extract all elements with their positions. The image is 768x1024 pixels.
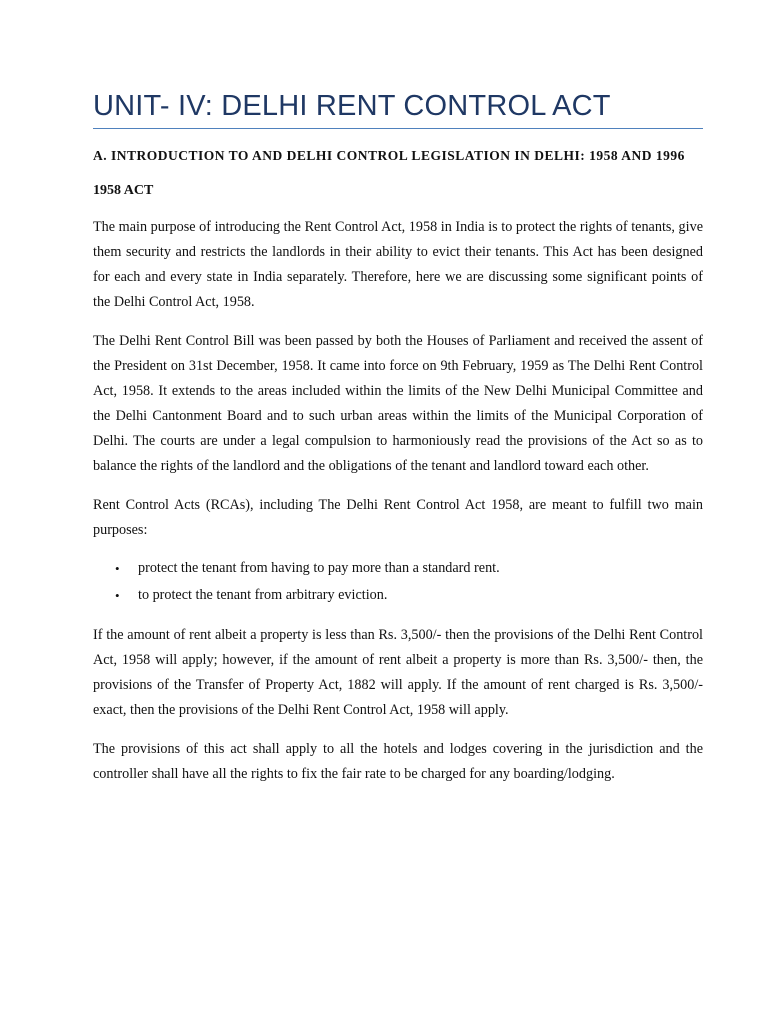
paragraph-history: The Delhi Rent Control Bill was been passed by both the Houses of Parliament and received the assent of the President on 31st December, 1958. It came into force on 9th February, 1959 as The Delhi Rent Control Act, 1958. It extends to the areas included within the limits of the New Delhi Municipal Committee and the Delhi Cantonment Board and to such urban areas within the limits of the Municipal Corporation of Delhi. The courts are under a legal compulsion to harmoniously read the provisions of the Act so as to balance the rights of the landlord and the obligations of the tenant and landlord toward each other. [93, 333, 703, 474]
sub-heading: 1958 ACT [93, 183, 154, 198]
paragraph-hotels-lodges: The provisions of this act shall apply to all the hotels and lodges covering in the jurisdiction and the controller shall have all the rights to fix the fair rate to be charged for any boarding/lodging. [93, 741, 703, 782]
document-page [93, 0, 703, 787]
paragraph-rca-purposes: Rent Control Acts (RCAs), including The Delhi Rent Control Act 1958, are meant to fulfill two main purposes: [93, 497, 703, 538]
purposes-list [93, 555, 703, 609]
paragraph-rent-threshold: If the amount of rent albeit a property is less than Rs. 3,500/- then the provisions of the Delhi Rent Control Act, 1958 will apply; however, if the amount of rent albeit a property is more than Rs. 3,500/- then, the provisions of the Transfer of Property Act, 1882 will apply. If the amount of rent charged is Rs. 3,500/- exact, then the provisions of the Delhi Rent Control Act, 1958 will apply. [93, 627, 703, 718]
list-item-text: to protect the tenant from arbitrary eviction. [138, 587, 388, 603]
page-title: UNIT- IV: DELHI RENT CONTROL ACT [93, 90, 611, 122]
paragraph-purpose: The main purpose of introducing the Rent Control Act, 1958 in India is to protect the rights of tenants, give them security and restricts the landlords in their ability to evict their tenants. This Act has been designed for each and every state in India separately. Therefore, here we are discussing some significant points of the Delhi Control Act, 1958. [93, 219, 703, 310]
list-item [93, 582, 703, 609]
bullet-icon: • [115, 561, 120, 576]
list-item-text: protect the tenant from having to pay more than a standard rent. [138, 560, 500, 576]
bullet-icon: • [115, 588, 120, 603]
section-heading: A. INTRODUCTION TO AND DELHI CONTROL LEGISLATION IN DELHI: 1958 AND 1996 [93, 148, 685, 163]
list-item [93, 555, 703, 582]
title-underline [93, 128, 703, 129]
